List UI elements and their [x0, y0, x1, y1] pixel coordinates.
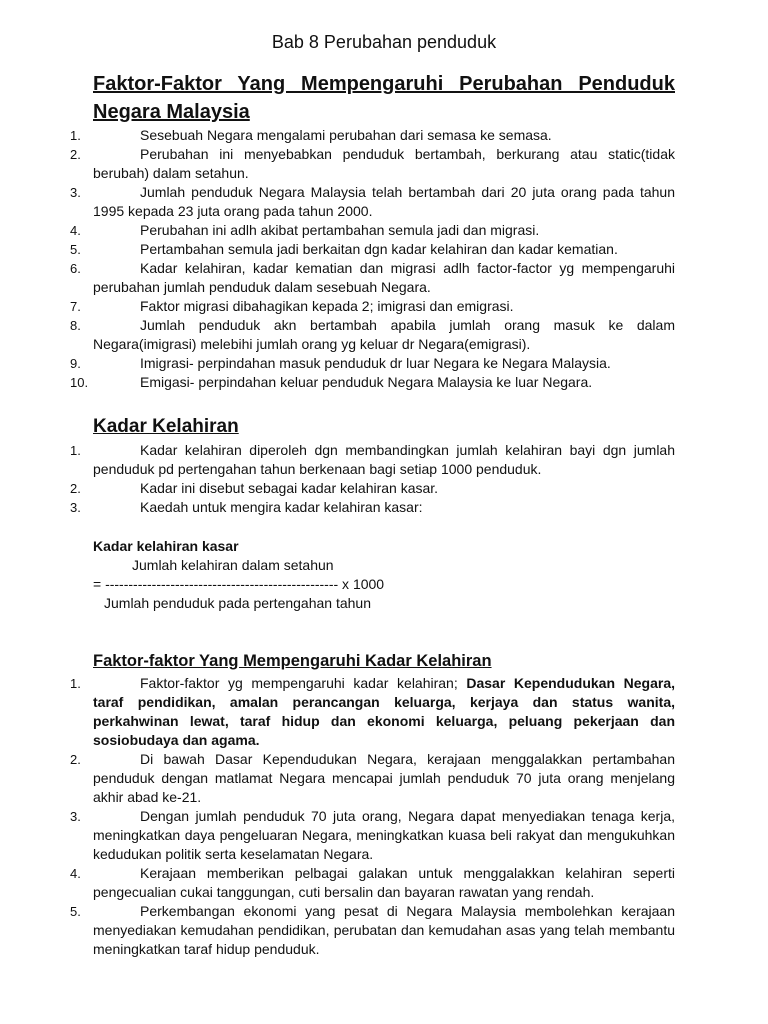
item-text: Kadar kelahiran, kadar kematian dan migrasi adlh factor-factor yg mempengaruhi perubahan jumlah penduduk dalam sesebuah Negara.	[93, 260, 675, 295]
list-item	[0, 864, 768, 902]
item-bold-text: Dasar Kependudukan Negara, taraf pendidikan, amalan perancangan keluarga, kerjaya dan status wanita, perkahwinan lewat, taraf hidup dan ekonomi keluarga, peluang pekerjaan dan sosiobudaya dan agama.	[93, 675, 675, 748]
item-text: Kerajaan memberikan pelbagai galakan untuk menggalakkan kelahiran seperti pengecualian cukai tanggungan, cuti bersalin dan bayaran rawatan yang rendah.	[93, 865, 675, 900]
item-number: 10.	[70, 375, 89, 390]
list-item	[0, 902, 768, 959]
item-number: 4.	[70, 866, 81, 881]
list-item	[0, 373, 768, 392]
item-text: Pertambahan semula jadi berkaitan dgn kadar kelahiran dan kadar kematian.	[140, 241, 618, 257]
birth-rate-formula	[93, 537, 675, 613]
item-text: Kaedah untuk mengira kadar kelahiran kasar:	[140, 499, 423, 515]
item-number: 5.	[70, 242, 81, 257]
item-text: Perkembangan ekonomi yang pesat di Negara Malaysia membolehkan kerajaan menyediakan kemudahan pendidikan, perubatan dan kemudahan asas yang telah membantu meningkatkan taraf hidup penduduk.	[93, 903, 675, 957]
list-item	[0, 297, 768, 316]
formula-numerator: Jumlah kelahiran dalam setahun	[132, 557, 334, 573]
list-item	[0, 316, 768, 354]
item-number: 2.	[70, 481, 81, 496]
list-item	[0, 498, 768, 517]
item-number: 3.	[70, 809, 81, 824]
item-text: Perubahan ini menyebabkan penduduk bertambah, berkurang atau static(tidak berubah) dalam setahun.	[93, 146, 675, 181]
item-text: Faktor migrasi dibahagikan kepada 2; imigrasi dan emigrasi.	[140, 298, 514, 314]
item-number: 5.	[70, 904, 81, 919]
item-number: 9.	[70, 356, 81, 371]
section1-list	[0, 126, 768, 392]
list-item	[0, 183, 768, 221]
item-number: 1.	[70, 676, 81, 691]
list-item	[0, 441, 768, 479]
item-text: Jumlah penduduk akn bertambah apabila jumlah orang masuk ke dalam Negara(imigrasi) melebihi jumlah orang yg keluar dr Negara(emigrasi).	[93, 317, 675, 352]
item-text: Di bawah Dasar Kependudukan Negara, kerajaan menggalakkan pertambahan penduduk dengan matlamat Negara mencapai jumlah penduduk 70 juta orang menjelang akhir abad ke-21.	[93, 751, 675, 805]
item-lead-text: Faktor-faktor yg mempengaruhi kadar kelahiran;	[140, 675, 467, 691]
section1-heading-line1: Faktor-Faktor Yang Mempengaruhi Perubahan Penduduk	[93, 73, 675, 95]
section1-heading-line2: Negara Malaysia	[93, 101, 250, 123]
section3-heading: Faktor-faktor Yang Mempengaruhi Kadar Kelahiran	[93, 652, 492, 670]
item-number: 8.	[70, 318, 81, 333]
item-number: 1.	[70, 128, 81, 143]
item-text: Imigrasi- perpindahan masuk penduduk dr luar Negara ke Negara Malaysia.	[140, 355, 611, 371]
list-item	[0, 145, 768, 183]
item-number: 1.	[70, 443, 81, 458]
item-text: Kadar ini disebut sebagai kadar kelahiran kasar.	[140, 480, 439, 496]
item-number: 2.	[70, 752, 81, 767]
item-number: 2.	[70, 147, 81, 162]
section3-list	[0, 674, 768, 959]
item-text: Emigasi- perpindahan keluar penduduk Negara Malaysia ke luar Negara.	[140, 374, 593, 390]
list-item	[0, 126, 768, 145]
item-text: Perubahan ini adlh akibat pertambahan semula jadi dan migrasi.	[140, 222, 540, 238]
section2-heading: Kadar Kelahiran	[93, 416, 239, 437]
formula-fraction-line: = -------------------------------------------------- x 1000	[93, 576, 385, 592]
formula-label: Kadar kelahiran kasar	[93, 538, 239, 554]
section2-list	[0, 441, 768, 517]
formula-denominator: Jumlah penduduk pada pertengahan tahun	[104, 595, 371, 611]
item-number: 4.	[70, 223, 81, 238]
item-text: Jumlah penduduk Negara Malaysia telah bertambah dari 20 juta orang pada tahun 1995 kepada 23 juta orang pada tahun 2000.	[93, 184, 675, 219]
list-item	[0, 479, 768, 498]
item-text: Dengan jumlah penduduk 70 juta orang, Negara dapat menyediakan tenaga kerja, meningkatkan daya pengeluaran Negara, meningkatkan kuasa beli rakyat dan mengukuhkan kedudukan politik serta keselamatan Negara.	[93, 808, 675, 862]
list-item	[0, 750, 768, 807]
item-text: Sesebuah Negara mengalami perubahan dari semasa ke semasa.	[140, 127, 552, 143]
item-number: 3.	[70, 500, 81, 515]
item-text	[93, 674, 675, 750]
list-item	[0, 240, 768, 259]
item-number: 6.	[70, 261, 81, 276]
list-item	[0, 674, 768, 750]
list-item	[0, 221, 768, 240]
item-number: 7.	[70, 299, 81, 314]
list-item	[0, 807, 768, 864]
item-text: Kadar kelahiran diperoleh dgn membandingkan jumlah kelahiran bayi dgn jumlah penduduk pd pertengahan tahun berkenaan bagi setiap 1000 penduduk.	[93, 442, 675, 477]
item-number: 3.	[70, 185, 81, 200]
list-item	[0, 259, 768, 297]
list-item	[0, 354, 768, 373]
page-title: Bab 8 Perubahan penduduk	[271, 32, 497, 52]
